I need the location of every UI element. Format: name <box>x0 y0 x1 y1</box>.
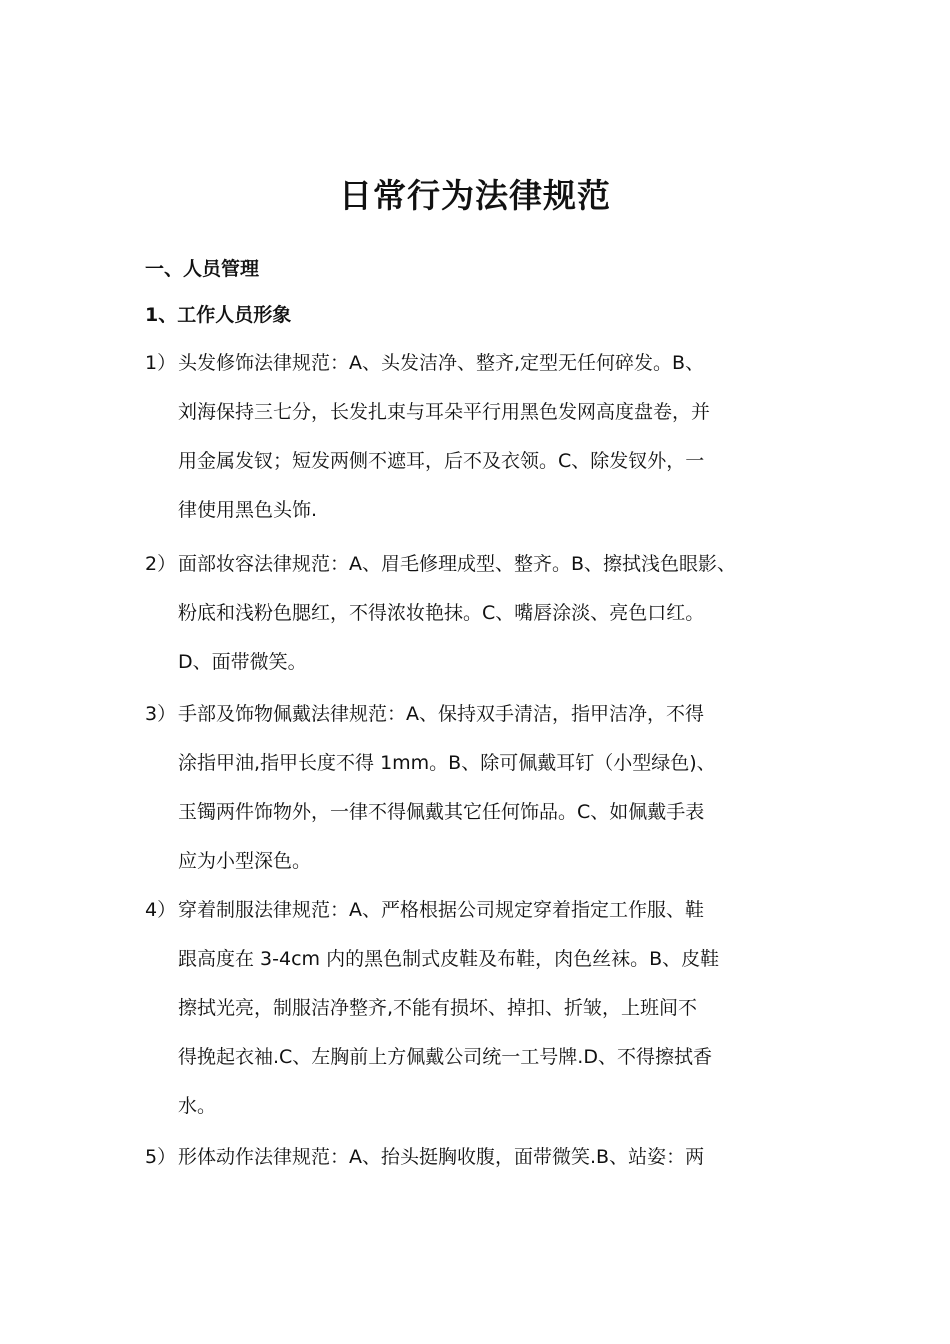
subsection-heading: 1、工作人员形象 <box>145 304 292 326</box>
text-line: 刘海保持三七分，长发扎束与耳朵平行用黑色发网高度盘卷，并 <box>178 401 711 423</box>
text-line: 穿着制服法律规范：A、严格根据公司规定穿着指定工作服、鞋 <box>178 899 704 921</box>
list-item-number: 2） <box>145 553 177 575</box>
list-item <box>145 339 825 535</box>
text-line: 应为小型深色。 <box>178 850 312 872</box>
list-item <box>145 540 825 687</box>
list-item <box>145 886 825 1131</box>
document-title: 日常行为法律规范 <box>339 176 611 215</box>
list-item-text <box>178 540 825 687</box>
list-item-text <box>178 339 825 535</box>
list-item-text <box>178 886 825 1131</box>
text-line: 头发修饰法律规范：A、头发洁净、整齐,定型无任何碎发。B、 <box>178 352 705 374</box>
text-line: 水。 <box>178 1095 217 1117</box>
text-line: 律使用黑色头饰. <box>178 499 318 521</box>
section-heading: 一、人员管理 <box>145 258 260 280</box>
text-line: 跟高度在 3-4cm 内的黑色制式皮鞋及布鞋，肉色丝袜。B、皮鞋 <box>178 948 720 970</box>
list-item-number: 3） <box>145 703 177 725</box>
text-line: D、面带微笑。 <box>178 651 307 673</box>
list-item <box>145 690 825 886</box>
text-line: 涂指甲油,指甲长度不得 1mm。B、除可佩戴耳钉（小型绿色)、 <box>178 752 716 774</box>
text-line: 手部及饰物佩戴法律规范：A、保持双手清洁，指甲洁净，不得 <box>178 703 704 725</box>
text-line: 擦拭光亮，制服洁净整齐,不能有损坏、掉扣、折皱，上班间不 <box>178 997 698 1019</box>
text-line: 面部妆容法律规范：A、眉毛修理成型、整齐。B、擦拭浅色眼影、 <box>178 553 737 575</box>
text-line: 粉底和浅粉色腮红，不得浓妆艳抹。C、嘴唇涂淡、亮色口红。 <box>178 602 705 624</box>
list-item-text <box>178 690 825 886</box>
list-item-number: 5） <box>145 1146 177 1168</box>
text-line: 用金属发钗；短发两侧不遮耳，后不及衣领。C、除发钗外，一 <box>178 450 705 472</box>
text-line: 玉镯两件饰物外，一律不得佩戴其它任何饰品。C、如佩戴手表 <box>178 801 705 823</box>
text-line: 形体动作法律规范：A、抬头挺胸收腹，面带微笑.B、站姿：两 <box>178 1146 705 1168</box>
list-item-number: 4） <box>145 899 177 921</box>
list-item <box>145 1133 825 1182</box>
list-item-number: 1） <box>145 352 177 374</box>
list-item-text <box>178 1133 825 1182</box>
text-line: 得挽起衣袖.C、左胸前上方佩戴公司统一工号牌.D、不得擦拭香 <box>178 1046 712 1068</box>
